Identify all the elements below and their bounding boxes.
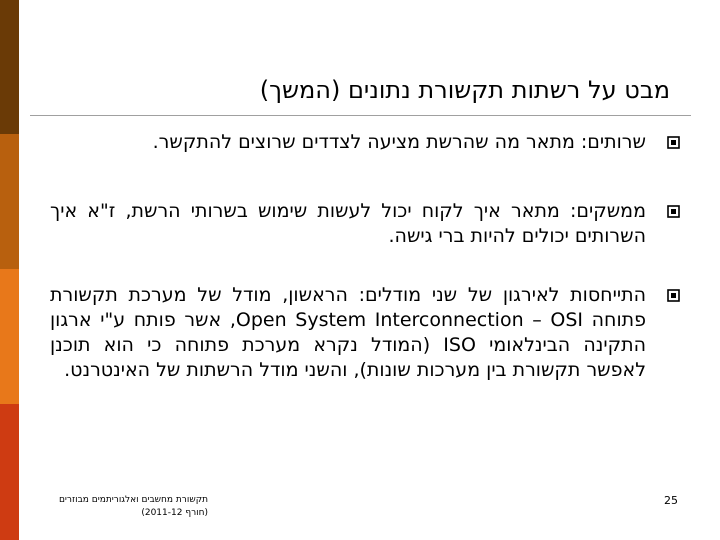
square-bullet-icon [667, 136, 680, 149]
square-bullet-icon [667, 205, 680, 218]
list-item [50, 283, 680, 383]
list-item [50, 130, 680, 155]
bullet-list [50, 130, 680, 383]
bullet-text: ממשקים: מתאר איך לקוח יכול לעשות שימוש בשרותי הרשת, ז"א איך השרותים יכולים להיות ברי גישה. [50, 200, 646, 247]
sidebar-band [0, 134, 19, 269]
sidebar-band [0, 404, 19, 540]
page-number: 25 [664, 494, 678, 507]
footer-semester: (חורף 2011-12) [141, 508, 208, 518]
title-divider [30, 115, 691, 116]
footer-course-name: תקשורת מחשבים ואלגוריתמים מבוזרים [58, 495, 208, 505]
square-bullet-icon [667, 289, 680, 302]
sidebar-band [0, 0, 19, 134]
sidebar-color-bands [0, 0, 19, 540]
slide-title: מבט על רשתות תקשורת נתונים (המשך) [259, 76, 670, 104]
bullet-text: שרותים: מתאר מה שהרשת מציעה לצדדים שרוצים להתקשר. [152, 131, 646, 153]
list-item [50, 199, 680, 249]
sidebar-band [0, 269, 19, 404]
footer-course-info [38, 494, 208, 520]
bullet-text: התייחסות לאירגון של שני מודלים: הראשון, מודל של מערכת תקשורת פתוחה Open System Interconnection – OSI, אשר פותח ע"י ארגון התקינה הבינלאומי ISO (המודל נקרא מערכת פתוחה כי הוא תוכנן לאפשר תקשורת בין מערכות שונות), והשני מודל הרשתות של האינטרנט. [50, 284, 646, 381]
